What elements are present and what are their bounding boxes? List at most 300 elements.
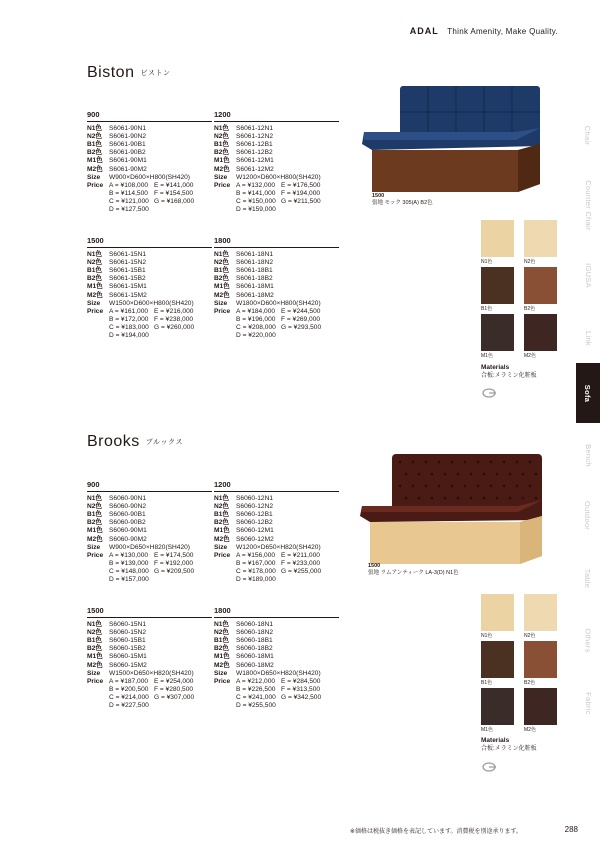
model-code-row <box>214 275 339 283</box>
color-label: N2色 <box>214 503 230 511</box>
model-code: S6060-12M1 <box>236 527 274 535</box>
tab-outdoor[interactable] <box>576 485 600 545</box>
swatch-label: B1色 <box>481 680 493 686</box>
model-code: S6060-18B2 <box>236 645 273 653</box>
size-row <box>87 670 212 678</box>
color-label: N1色 <box>214 125 230 133</box>
price-value: F = ¥154,500 <box>154 189 194 197</box>
size-heading: 1200 <box>214 481 339 492</box>
model-code: S6061-15N2 <box>109 259 147 267</box>
spec-block-900 <box>87 481 212 584</box>
model-code: S6060-90N2 <box>109 503 147 511</box>
model-code: S6061-12N1 <box>236 125 274 133</box>
model-code-row <box>87 251 212 259</box>
price-value: B = ¥114,500 <box>109 189 148 197</box>
price-value: E = ¥174,500 <box>154 551 194 559</box>
model-code-row <box>214 653 339 661</box>
model-code-row <box>87 166 212 174</box>
swatch-label: M1色 <box>481 727 493 733</box>
price-value: G = ¥211,500 <box>281 197 321 205</box>
model-code: S6061-15B2 <box>109 275 146 283</box>
color-swatch <box>481 688 514 725</box>
model-code-row <box>214 621 339 629</box>
brooks-caption <box>368 563 459 577</box>
model-code: S6060-12N2 <box>236 503 274 511</box>
color-label: M1色 <box>87 157 103 165</box>
dimensions: W900×D650×H820(SH420) <box>109 543 191 551</box>
price-value: D = ¥194,000 <box>109 332 149 340</box>
tab-label: Link <box>583 330 593 346</box>
model-code: S6060-18M2 <box>236 661 274 669</box>
material-icon <box>481 762 497 772</box>
price-value: G = ¥342,500 <box>281 693 322 701</box>
model-code-row <box>214 629 339 637</box>
price-value: C = ¥183,000 <box>109 323 149 331</box>
color-label: M2色 <box>214 535 230 543</box>
size-row <box>87 300 212 308</box>
size-label: Size <box>214 173 228 181</box>
brooks-materials <box>481 736 537 754</box>
biston-materials <box>481 363 537 381</box>
materials-value: 合板:メラミン化粧板 <box>481 373 537 379</box>
size-heading: 1200 <box>214 111 339 122</box>
biston-caption <box>372 193 433 207</box>
model-code: S6061-12B2 <box>236 149 273 157</box>
price-value: C = ¥214,000 <box>109 693 149 701</box>
tab-chair[interactable] <box>576 105 600 165</box>
model-code: S6060-18N2 <box>236 629 274 637</box>
color-swatch <box>481 641 514 678</box>
swatch-label: N1色 <box>481 259 493 265</box>
color-label: M1色 <box>87 527 103 535</box>
price-value: A = ¥184,000 <box>236 307 276 315</box>
price-value: D = ¥220,000 <box>236 332 276 340</box>
tab-label: Bench <box>583 443 593 467</box>
color-label: M1色 <box>214 157 230 165</box>
model-code: S6061-12B1 <box>236 141 273 149</box>
price-value <box>281 206 341 214</box>
tab-table[interactable] <box>576 548 600 608</box>
tab-igusa[interactable] <box>576 245 600 305</box>
price-value: B = ¥172,000 <box>109 315 149 323</box>
model-code: S6061-15N1 <box>109 251 147 259</box>
price-value: C = ¥150,000 <box>236 197 276 205</box>
swatch-label: N2色 <box>524 259 536 265</box>
color-label: N2色 <box>214 133 230 141</box>
caption-text: 張地 ラムアンティーク LA-3(D) N1色 <box>368 570 459 576</box>
model-code-row <box>87 259 212 267</box>
price-value: D = ¥157,000 <box>109 576 149 584</box>
color-label: M2色 <box>214 165 230 173</box>
tab-counter-chair[interactable] <box>576 175 600 235</box>
model-code-row <box>87 527 212 535</box>
model-code: S6060-90B1 <box>109 511 146 519</box>
color-swatch <box>524 220 557 257</box>
model-code-row <box>87 267 212 275</box>
price-value: G = ¥260,000 <box>154 323 195 331</box>
size-heading: 1800 <box>214 607 339 618</box>
tab-link[interactable] <box>576 308 600 368</box>
model-code-row <box>87 503 212 511</box>
size-row <box>214 300 339 308</box>
color-label: N2色 <box>87 629 103 637</box>
price-value: B = ¥200,500 <box>109 685 149 693</box>
price-row <box>214 678 339 710</box>
price-value <box>154 332 214 340</box>
color-label: B1色 <box>214 511 230 519</box>
spec-block-1500 <box>87 607 212 710</box>
price-value: A = ¥156,000 <box>236 551 276 559</box>
color-swatch <box>481 220 514 257</box>
color-label: B1色 <box>87 511 103 519</box>
price-value: C = ¥241,000 <box>236 693 276 701</box>
price-value: F = ¥194,000 <box>281 189 321 197</box>
color-swatch <box>481 594 514 631</box>
model-code-row <box>87 621 212 629</box>
size-label: Size <box>214 299 228 307</box>
color-label: N1色 <box>214 621 230 629</box>
model-code: S6061-90B1 <box>109 141 146 149</box>
size-label: Size <box>87 173 101 181</box>
model-code-row <box>214 662 339 670</box>
color-swatch <box>524 267 557 304</box>
size-row <box>214 174 339 182</box>
price-label: Price <box>87 307 104 315</box>
color-swatch <box>481 314 514 351</box>
color-label: B1色 <box>214 141 230 149</box>
price-value: A = ¥187,000 <box>109 677 149 685</box>
color-label: N2色 <box>214 259 230 267</box>
price-value: E = ¥284,500 <box>281 677 321 685</box>
material-icon <box>481 388 497 398</box>
swatch-label: B2色 <box>524 306 536 312</box>
model-code-row <box>214 503 339 511</box>
caption-number: 1500 <box>372 193 385 199</box>
model-code: S6061-18B1 <box>236 267 273 275</box>
price-grid <box>236 308 341 340</box>
biston-title <box>87 64 170 82</box>
brooks-sofa-photo <box>358 450 548 568</box>
model-code-row <box>214 166 339 174</box>
model-code-row <box>87 133 212 141</box>
size-row <box>87 174 212 182</box>
price-value: G = ¥293,500 <box>281 323 322 331</box>
model-code-row <box>214 141 339 149</box>
tab-sofa[interactable] <box>576 363 600 423</box>
model-code-row <box>87 283 212 291</box>
model-code-row <box>87 275 212 283</box>
biston-sofa-photo <box>358 80 548 195</box>
price-value: A = ¥212,000 <box>236 677 276 685</box>
price-value: B = ¥196,000 <box>236 315 276 323</box>
brand-name: ADAL <box>409 26 439 36</box>
page-number: 288 <box>564 825 578 834</box>
price-label: Price <box>214 307 231 315</box>
model-code-row <box>214 259 339 267</box>
materials-heading: Materials <box>481 737 510 744</box>
color-label: M1色 <box>87 283 103 291</box>
product-kana: ビストン <box>140 69 171 77</box>
product-name: Brooks <box>87 433 140 450</box>
model-code: S6060-15N1 <box>109 621 147 629</box>
model-code: S6060-12B2 <box>236 519 273 527</box>
color-swatch <box>481 267 514 304</box>
price-value: D = ¥227,500 <box>109 702 149 710</box>
model-code: S6060-15B2 <box>109 645 146 653</box>
model-code-row <box>87 536 212 544</box>
price-value: E = ¥244,500 <box>281 307 321 315</box>
color-label: B2色 <box>87 645 103 653</box>
model-code: S6060-12N1 <box>236 495 274 503</box>
color-label: N2色 <box>87 259 103 267</box>
model-code: S6061-18M2 <box>236 291 274 299</box>
swatch-label: M2色 <box>524 353 536 359</box>
price-value: D = ¥159,000 <box>236 206 276 214</box>
price-value: G = ¥255,000 <box>281 567 322 575</box>
price-value: G = ¥307,000 <box>154 693 195 701</box>
price-row <box>214 182 339 214</box>
size-heading: 1500 <box>87 607 212 618</box>
model-code-row <box>214 637 339 645</box>
color-label: N2色 <box>87 133 103 141</box>
price-value: G = ¥209,500 <box>154 567 195 575</box>
price-label: Price <box>214 677 231 685</box>
model-code: S6060-90N1 <box>109 495 147 503</box>
tab-bench[interactable] <box>576 425 600 485</box>
price-value: E = ¥216,000 <box>154 307 194 315</box>
price-grid <box>236 182 341 214</box>
size-label: Size <box>214 669 228 677</box>
model-code: S6060-15M1 <box>109 653 147 661</box>
model-code-row <box>87 495 212 503</box>
model-code-row <box>87 125 212 133</box>
price-label: Price <box>87 181 104 189</box>
size-row <box>87 544 212 552</box>
tab-label: Sofa <box>583 384 593 402</box>
color-label: M2色 <box>87 165 103 173</box>
tagline: Think Amenity, Make Quality. <box>447 27 558 36</box>
size-label: Size <box>87 543 101 551</box>
price-value: D = ¥127,500 <box>109 206 149 214</box>
price-value: E = ¥176,500 <box>281 181 321 189</box>
color-label: B2色 <box>214 645 230 653</box>
color-label: N1色 <box>87 125 103 133</box>
size-label: Size <box>87 299 101 307</box>
dimensions: W900×D600×H800(SH420) <box>109 173 191 181</box>
color-label: N2色 <box>214 629 230 637</box>
color-label: N1色 <box>87 251 103 259</box>
price-value: A = ¥132,000 <box>236 181 276 189</box>
model-code: S6061-15M1 <box>109 283 147 291</box>
color-label: M2色 <box>214 661 230 669</box>
swatch-label: B1色 <box>481 306 493 312</box>
color-label: B1色 <box>87 637 103 645</box>
color-label: M2色 <box>87 291 103 299</box>
price-grid <box>109 308 214 340</box>
model-code-row <box>87 662 212 670</box>
price-value: F = ¥313,500 <box>281 685 321 693</box>
page-header <box>410 26 558 36</box>
color-label: M1色 <box>87 653 103 661</box>
tax-note: ※価格は税抜き価格を表記しています。消費税を別途承ります。 <box>349 829 522 835</box>
dimensions: W1500×D650×H820(SH420) <box>109 669 194 677</box>
model-code-row <box>87 519 212 527</box>
model-code: S6060-90M1 <box>109 527 147 535</box>
model-code-row <box>87 292 212 300</box>
color-label: M2色 <box>87 661 103 669</box>
model-code-row <box>214 527 339 535</box>
model-code: S6061-90N1 <box>109 125 147 133</box>
caption-text: 張地 モック 305(A) B2色 <box>372 200 433 206</box>
color-label: M1色 <box>214 527 230 535</box>
model-code-row <box>87 645 212 653</box>
price-value: F = ¥233,000 <box>281 559 321 567</box>
model-code: S6061-18N1 <box>236 251 274 259</box>
price-value: B = ¥167,000 <box>236 559 276 567</box>
model-code-row <box>214 645 339 653</box>
model-code-row <box>87 511 212 519</box>
size-heading: 1500 <box>87 237 212 248</box>
model-code: S6061-12M2 <box>236 165 274 173</box>
price-value: A = ¥108,000 <box>109 181 149 189</box>
color-label: N2色 <box>87 503 103 511</box>
price-label: Price <box>87 551 104 559</box>
price-label: Price <box>214 181 231 189</box>
price-grid <box>109 182 214 214</box>
size-row <box>214 544 339 552</box>
tab-fabric[interactable] <box>576 673 600 733</box>
tab-label: Others <box>583 627 593 653</box>
price-value: C = ¥208,000 <box>236 323 276 331</box>
model-code: S6060-18B1 <box>236 637 273 645</box>
price-value: G = ¥168,000 <box>154 197 195 205</box>
model-code: S6060-90B2 <box>109 519 146 527</box>
price-row <box>214 308 339 340</box>
price-value: B = ¥141,000 <box>236 189 276 197</box>
size-row <box>214 670 339 678</box>
price-value <box>154 206 214 214</box>
price-label: Price <box>214 551 231 559</box>
spec-block-1200 <box>214 111 339 214</box>
model-code-row <box>214 157 339 165</box>
price-value: D = ¥255,500 <box>236 702 276 710</box>
color-label: B2色 <box>214 149 230 157</box>
price-value: A = ¥130,000 <box>109 551 149 559</box>
model-code: S6061-12N2 <box>236 133 274 141</box>
model-code-row <box>214 251 339 259</box>
swatch-label: M1色 <box>481 353 493 359</box>
color-label: M1色 <box>214 283 230 291</box>
tab-label: Table <box>583 568 593 588</box>
price-value <box>281 332 341 340</box>
price-value: A = ¥161,000 <box>109 307 149 315</box>
price-value: C = ¥178,000 <box>236 567 276 575</box>
swatch-label: M2色 <box>524 727 536 733</box>
dimensions: W1800×D600×H800(SH420) <box>236 299 321 307</box>
price-value: F = ¥269,000 <box>281 315 321 323</box>
swatch-label: B2色 <box>524 680 536 686</box>
color-label: N1色 <box>214 251 230 259</box>
color-label: B2色 <box>87 519 103 527</box>
color-label: B2色 <box>214 275 230 283</box>
model-code-row <box>87 637 212 645</box>
color-swatch <box>524 688 557 725</box>
price-grid <box>109 552 214 584</box>
size-label: Size <box>214 543 228 551</box>
price-row <box>87 308 212 340</box>
tab-label: IGUSA <box>583 262 593 288</box>
price-value: E = ¥254,000 <box>154 677 194 685</box>
color-label: B1色 <box>87 267 103 275</box>
model-code: S6061-15B1 <box>109 267 146 275</box>
tab-others[interactable] <box>576 610 600 670</box>
price-value: C = ¥148,000 <box>109 567 149 575</box>
model-code: S6061-18B2 <box>236 275 273 283</box>
model-code-row <box>214 283 339 291</box>
model-code-row <box>214 519 339 527</box>
price-value: F = ¥280,500 <box>154 685 194 693</box>
price-value: D = ¥189,000 <box>236 576 276 584</box>
model-code: S6061-15M2 <box>109 291 147 299</box>
model-code: S6060-90M2 <box>109 535 147 543</box>
model-code: S6060-12M2 <box>236 535 274 543</box>
brooks-title <box>87 433 183 451</box>
price-value: B = ¥139,000 <box>109 559 149 567</box>
model-code-row <box>214 149 339 157</box>
color-label: B1色 <box>87 141 103 149</box>
spec-block-1800 <box>214 237 339 340</box>
tab-label: Outdoor <box>583 500 593 530</box>
color-label: B2色 <box>87 275 103 283</box>
model-code-row <box>214 536 339 544</box>
price-value <box>281 702 341 710</box>
dimensions: W1200×D650×H820(SH420) <box>236 543 321 551</box>
color-label: M2色 <box>87 535 103 543</box>
model-code-row <box>87 141 212 149</box>
model-code-row <box>214 495 339 503</box>
model-code: S6060-15B1 <box>109 637 146 645</box>
spec-block-900 <box>87 111 212 214</box>
color-label: B2色 <box>87 149 103 157</box>
swatch-label: N2色 <box>524 633 536 639</box>
size-heading: 900 <box>87 111 212 122</box>
color-label: B1色 <box>214 267 230 275</box>
model-code-row <box>214 292 339 300</box>
model-code: S6060-12B1 <box>236 511 273 519</box>
price-value: F = ¥192,000 <box>154 559 194 567</box>
color-swatch <box>524 594 557 631</box>
model-code: S6061-90N2 <box>109 133 147 141</box>
price-label: Price <box>87 677 104 685</box>
model-code: S6061-90M2 <box>109 165 147 173</box>
model-code: S6060-15M2 <box>109 661 147 669</box>
color-label: B2色 <box>214 519 230 527</box>
dimensions: W1800×D650×H820(SH420) <box>236 669 321 677</box>
price-value <box>154 702 214 710</box>
model-code-row <box>87 629 212 637</box>
model-code-row <box>87 149 212 157</box>
spec-block-1200 <box>214 481 339 584</box>
size-label: Size <box>87 669 101 677</box>
model-code: S6061-18N2 <box>236 259 274 267</box>
model-code-row <box>214 511 339 519</box>
model-code-row <box>214 125 339 133</box>
dimensions: W1200×D600×H800(SH420) <box>236 173 321 181</box>
price-row <box>87 678 212 710</box>
size-heading: 900 <box>87 481 212 492</box>
color-swatch <box>524 641 557 678</box>
price-row <box>87 182 212 214</box>
